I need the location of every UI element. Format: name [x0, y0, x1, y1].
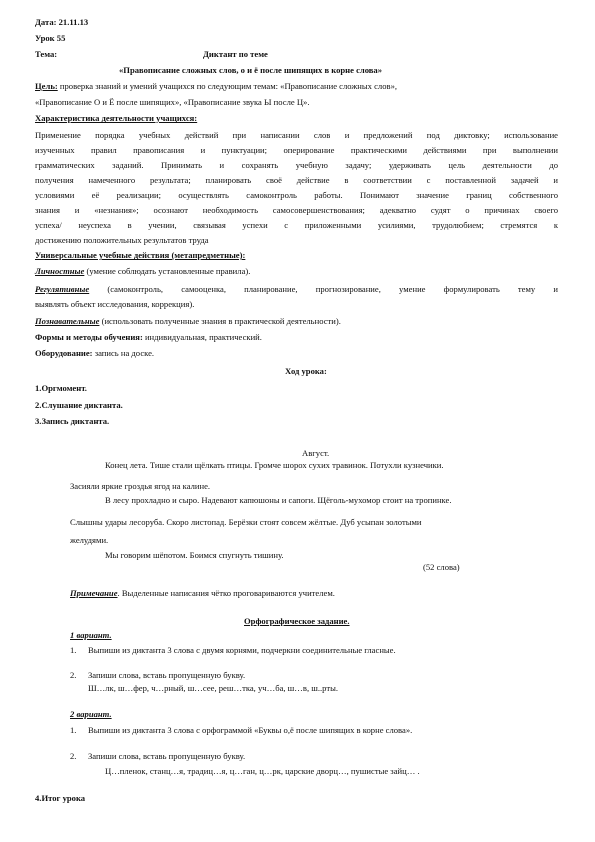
step-result	[35, 793, 85, 804]
dictation-line: Засияли яркие гроздья ягод на калине.	[70, 481, 211, 491]
dictation-line: В лесу прохладно и сыро. Надевают капюшоны и сапоги. Щёголь-мухомор стоит на тропинке.	[105, 495, 452, 505]
forms-text: индивидуальная, практический.	[142, 332, 262, 342]
characteristic-line: грамматических заданий. Принимать и сохранять учебную задачу; удерживать цель деятельности до	[35, 160, 558, 170]
characteristic-line: успеха/ неуспеха в учении, связывая успехи с приложенными усилиями, трудолюбием; стремятся к	[35, 220, 558, 230]
dictation-line: Слышны удары лесоруба. Скоро листопад. Берёзки стоят совсем жёлтые. Дуб усыпан золотыми	[70, 517, 422, 527]
variant2-item-num: 1.	[70, 725, 77, 735]
variant2-item-num: 2.	[70, 751, 77, 761]
variant1-label: 1 вариант.	[70, 630, 112, 640]
title-line1: Диктант по теме	[203, 49, 268, 59]
title-line2: «Правописание сложных слов, о и ё после шипящих в корне слова»	[119, 65, 383, 75]
cognitive-text: (использовать полученные знания в практической деятельности).	[99, 316, 341, 326]
cognitive-label: Познавательные	[35, 316, 100, 326]
variant2-item-text: Запиши слова, вставь пропущенную букву.	[88, 751, 246, 761]
characteristic-line: знания и «незнания»; осознают необходимость самосовершенствования; адекватно судят о причинах своего	[35, 205, 558, 215]
goal-line1	[35, 81, 397, 92]
goal-line2: «Правописание О и Ё после шипящих», «Правописание звука Ы после Ц».	[35, 97, 310, 107]
variant2-label: 2 вариант.	[70, 709, 112, 719]
characteristic-line: Применение порядка учебных действий при написании слов и предложений под диктовку; использование	[35, 130, 558, 140]
uud-regulative	[35, 283, 558, 296]
characteristic-line: изученных правил правописания и пунктуации; оперирование практическими действиями при выполнении	[35, 145, 558, 155]
note-label: Примечание	[70, 588, 118, 598]
uud-heading: Универсальные учебные действия (метапредметные):	[35, 250, 246, 260]
characteristic-line: достижению положительных результатов труда	[35, 235, 209, 245]
variant2-words: Ц…пленок, станц…я, традиц…я, ц…ган, ц…рк, царские дворц…, пушистые зайц… .	[105, 766, 420, 776]
personal-label: Личностные	[35, 266, 85, 276]
variant1-item-num: 1.	[70, 645, 77, 655]
forms-label: Формы и методы обучения:	[35, 332, 143, 342]
regulative-text1: (самоконтроль, самооценка, планирование, прогнозирование, умение формулировать тему и	[89, 284, 558, 294]
note-text: . Выделенные написания чётко проговариваются учителем.	[117, 588, 335, 598]
goal-label: Цель:	[35, 81, 58, 91]
dictation-title: Август.	[302, 448, 330, 458]
step-writing: 3.Запись диктанта.	[35, 416, 110, 426]
uud-cognitive	[35, 316, 341, 327]
personal-text: (умение соблюдать установленные правила).	[84, 266, 251, 276]
dictation-line: Мы говорим шёпотом. Боимся спугнуть тишину.	[105, 550, 284, 560]
course-heading: Ход урока:	[285, 366, 327, 376]
result-text: 4.Итог урока	[35, 793, 86, 803]
note-line	[70, 588, 335, 599]
lesson-date: Дата: 21.11.13	[35, 17, 89, 27]
task-heading: Орфографическое задание.	[244, 616, 350, 626]
regulative-label: Регулятивные	[35, 284, 90, 294]
goal-text1: проверка знаний и умений учащихся по следующим темам: «Правописание сложных слов»,	[57, 81, 398, 91]
step-listening: 2.Слушание диктанта.	[35, 400, 123, 410]
variant1-item-text: Выпиши из диктанта 3 слова с двумя корнями, подчеркни соединительные гласные.	[88, 645, 396, 655]
dictation-line: желудями.	[70, 535, 109, 545]
regulative-text2: выявлять объект исследования, коррекция).	[35, 299, 195, 309]
equipment-label: Оборудование:	[35, 348, 93, 358]
equipment-text: запись на доске.	[92, 348, 155, 358]
theme-label: Тема:	[35, 49, 58, 59]
forms-line	[35, 332, 262, 343]
equipment-line	[35, 348, 154, 359]
variant1-item-num: 2.	[70, 670, 77, 680]
uud-personal	[35, 266, 250, 277]
characteristic-heading: Характеристика деятельности учащихся:	[35, 113, 198, 123]
characteristic-line: получения намеченного результата; планировать своё действие в соответствии с поставленной задачей и	[35, 175, 558, 185]
variant1-item-text: Запиши слова, вставь пропущенную букву.	[88, 670, 246, 680]
variant2-item-text: Выпиши из диктанта 3 слова с орфограммой «Буквы о,ё после шипящих в корне слова».	[88, 725, 413, 735]
word-count: (52 слова)	[423, 562, 460, 572]
dictation-line: Конец лета. Тише стали щёлкать птицы. Громче шорох сухих травинок. Потухли кузнечики.	[105, 460, 444, 470]
characteristic-line: условиями её реализации; осуществлять самоконтроль работы. Понимают значение границ собственного	[35, 190, 558, 200]
step-orgmoment: 1.Оргмомент.	[35, 383, 87, 393]
lesson-number: Урок 55	[35, 33, 66, 43]
variant1-words: Ш…лк, ш…фер, ч…рный, ш…сее, реш…тка, уч…ба, ш…в, ш..рты.	[88, 683, 339, 693]
